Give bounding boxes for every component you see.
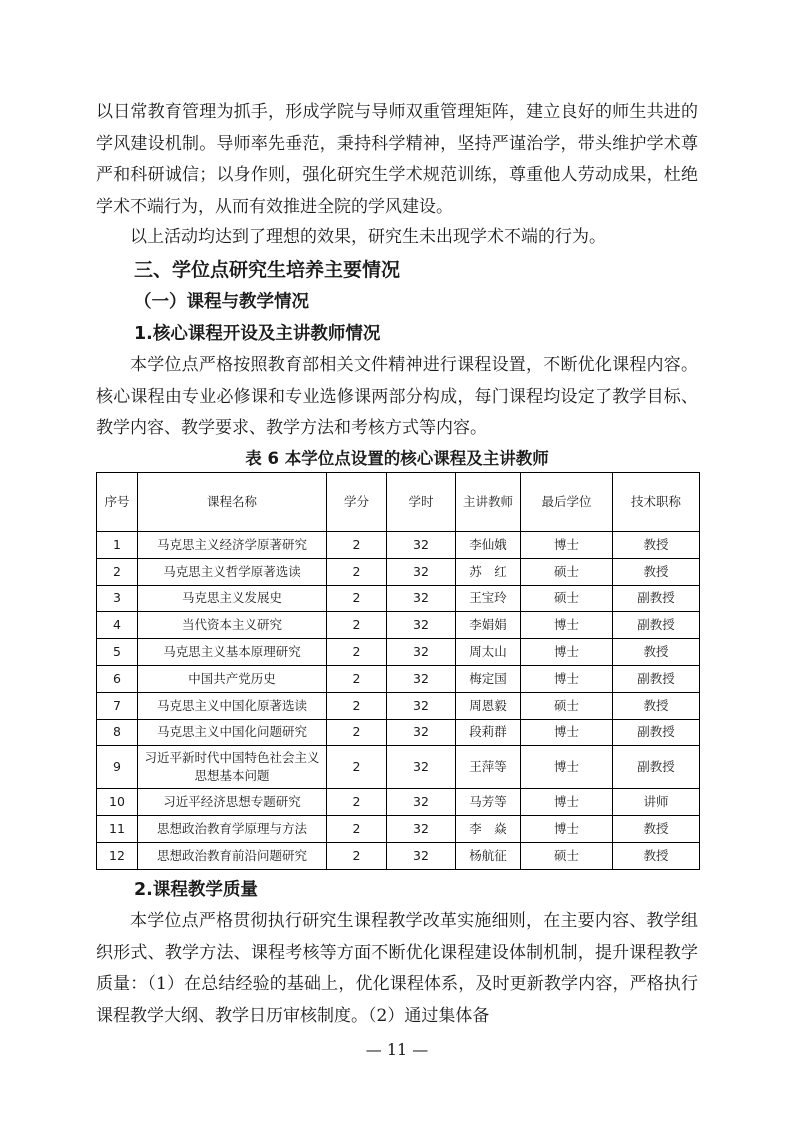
paragraph-activity-result: 以上活动均达到了理想的效果，研究生未出现学术不端的行为。 bbox=[130, 227, 606, 247]
cell-credits: 2 bbox=[327, 789, 387, 816]
cell-course-name: 马克思主义中国化原著选读 bbox=[138, 692, 327, 719]
cell-lecturer: 周太山 bbox=[456, 639, 521, 666]
table-row bbox=[97, 789, 700, 816]
cell-degree: 硕士 bbox=[521, 842, 613, 869]
subsection-heading-courses: （一）课程与教学情况 bbox=[134, 292, 309, 312]
cell-title: 讲师 bbox=[613, 789, 700, 816]
cell-lecturer: 李 焱 bbox=[456, 816, 521, 843]
cell-hours: 32 bbox=[387, 612, 456, 639]
cell-course-name: 习近平经济思想专题研究 bbox=[138, 789, 327, 816]
paragraph-teaching-quality: 本学位点严格贯彻执行研究生课程教学改革实施细则，在主要内容、教学组织形式、教学方法、课程考核等方面不断优化课程建设体制机制，提升课程教学质量：（1）在总结经验的基础上，优化课程体系，及时更新教学内容，严格执行课程教学大纲、教学日历审核制度。（2）通过集体备 bbox=[96, 911, 698, 1026]
table-row bbox=[97, 746, 700, 789]
cell-hours: 32 bbox=[387, 789, 456, 816]
cell-title: 副教授 bbox=[613, 612, 700, 639]
table-row bbox=[97, 585, 700, 612]
cell-course-name: 当代资本主义研究 bbox=[138, 612, 327, 639]
header-title: 技术职称 bbox=[613, 473, 700, 532]
cell-lecturer: 苏 红 bbox=[456, 558, 521, 585]
cell-title: 教授 bbox=[613, 816, 700, 843]
header-course-name: 课程名称 bbox=[138, 473, 327, 532]
header-index: 序号 bbox=[97, 473, 138, 532]
paragraph-course-setting: 本学位点严格按照教育部相关文件精神进行课程设置，不断优化课程内容。核心课程由专业必修课和专业选修课两部分构成，每门课程均设定了教学目标、教学内容、教学要求、教学方法和考核方式等内容。 bbox=[96, 355, 698, 438]
cell-credits: 2 bbox=[327, 692, 387, 719]
cell-credits: 2 bbox=[327, 532, 387, 559]
cell-lecturer: 周恩毅 bbox=[456, 692, 521, 719]
cell-title: 教授 bbox=[613, 532, 700, 559]
cell-course-name: 马克思主义哲学原著选读 bbox=[138, 558, 327, 585]
cell-hours: 32 bbox=[387, 746, 456, 789]
cell-hours: 32 bbox=[387, 639, 456, 666]
cell-course-name: 马克思主义发展史 bbox=[138, 585, 327, 612]
cell-course-name: 思想政治教育学原理与方法 bbox=[138, 816, 327, 843]
section-heading-3: 三、学位点研究生培养主要情况 bbox=[134, 259, 401, 281]
cell-hours: 32 bbox=[387, 692, 456, 719]
cell-course-name: 马克思主义中国化问题研究 bbox=[138, 719, 327, 746]
cell-index: 2 bbox=[97, 558, 138, 585]
cell-title: 副教授 bbox=[613, 746, 700, 789]
cell-index: 6 bbox=[97, 665, 138, 692]
table-row bbox=[97, 532, 700, 559]
cell-hours: 32 bbox=[387, 585, 456, 612]
cell-title: 副教授 bbox=[613, 665, 700, 692]
cell-course-name: 习近平新时代中国特色社会主义思想基本问题 bbox=[138, 746, 327, 789]
cell-lecturer: 王宝玲 bbox=[456, 585, 521, 612]
cell-lecturer: 李仙娥 bbox=[456, 532, 521, 559]
header-hours: 学时 bbox=[387, 473, 456, 532]
cell-lecturer: 马芳等 bbox=[456, 789, 521, 816]
cell-degree: 博士 bbox=[521, 719, 613, 746]
cell-credits: 2 bbox=[327, 719, 387, 746]
page-number: — 11 — bbox=[365, 1040, 429, 1059]
cell-degree: 硕士 bbox=[521, 558, 613, 585]
cell-degree: 博士 bbox=[521, 532, 613, 559]
cell-lecturer: 李娟娟 bbox=[456, 612, 521, 639]
cell-hours: 32 bbox=[387, 842, 456, 869]
cell-index: 10 bbox=[97, 789, 138, 816]
cell-degree: 博士 bbox=[521, 665, 613, 692]
cell-degree: 博士 bbox=[521, 612, 613, 639]
cell-credits: 2 bbox=[327, 665, 387, 692]
cell-title: 教授 bbox=[613, 639, 700, 666]
cell-degree: 博士 bbox=[521, 639, 613, 666]
cell-degree: 硕士 bbox=[521, 585, 613, 612]
table-row bbox=[97, 612, 700, 639]
cell-degree: 博士 bbox=[521, 816, 613, 843]
table-row bbox=[97, 665, 700, 692]
cell-lecturer: 杨航征 bbox=[456, 842, 521, 869]
cell-course-name: 中国共产党历史 bbox=[138, 665, 327, 692]
table-row bbox=[97, 842, 700, 869]
cell-credits: 2 bbox=[327, 558, 387, 585]
cell-title: 教授 bbox=[613, 842, 700, 869]
table-row bbox=[97, 719, 700, 746]
cell-hours: 32 bbox=[387, 558, 456, 585]
cell-course-name: 马克思主义经济学原著研究 bbox=[138, 532, 327, 559]
cell-course-name: 马克思主义基本原理研究 bbox=[138, 639, 327, 666]
table-caption: 表 6 本学位点设置的核心课程及主讲教师 bbox=[245, 449, 549, 468]
cell-credits: 2 bbox=[327, 746, 387, 789]
cell-index: 1 bbox=[97, 532, 138, 559]
cell-lecturer: 段莉群 bbox=[456, 719, 521, 746]
cell-index: 8 bbox=[97, 719, 138, 746]
cell-degree: 博士 bbox=[521, 789, 613, 816]
cell-hours: 32 bbox=[387, 719, 456, 746]
header-credits: 学分 bbox=[327, 473, 387, 532]
cell-index: 3 bbox=[97, 585, 138, 612]
header-degree: 最后学位 bbox=[521, 473, 613, 532]
cell-title: 副教授 bbox=[613, 585, 700, 612]
paragraph-study-style: 以日常教育管理为抓手，形成学院与导师双重管理矩阵，建立良好的师生共进的学风建设机制。导师率先垂范，秉持科学精神，坚持严谨治学，带头维护学术尊严和科研诚信；以身作则，强化研究生学术规范训练，尊重他人劳动成果，杜绝学术不端行为，从而有效推进全院的学风建设。 bbox=[96, 102, 698, 217]
cell-degree: 硕士 bbox=[521, 692, 613, 719]
table-row bbox=[97, 692, 700, 719]
cell-index: 7 bbox=[97, 692, 138, 719]
cell-degree: 博士 bbox=[521, 746, 613, 789]
cell-index: 4 bbox=[97, 612, 138, 639]
table-row bbox=[97, 558, 700, 585]
cell-hours: 32 bbox=[387, 665, 456, 692]
cell-lecturer: 王萍等 bbox=[456, 746, 521, 789]
cell-hours: 32 bbox=[387, 816, 456, 843]
cell-credits: 2 bbox=[327, 816, 387, 843]
cell-index: 12 bbox=[97, 842, 138, 869]
cell-credits: 2 bbox=[327, 639, 387, 666]
subheading-teaching-quality: 2.课程教学质量 bbox=[134, 880, 258, 900]
cell-title: 教授 bbox=[613, 558, 700, 585]
header-lecturer: 主讲教师 bbox=[456, 473, 521, 532]
cell-credits: 2 bbox=[327, 585, 387, 612]
cell-hours: 32 bbox=[387, 532, 456, 559]
table-row bbox=[97, 816, 700, 843]
cell-index: 11 bbox=[97, 816, 138, 843]
cell-course-name: 思想政治教育前沿问题研究 bbox=[138, 842, 327, 869]
cell-index: 9 bbox=[97, 746, 138, 789]
subheading-core-courses: 1.核心课程开设及主讲教师情况 bbox=[134, 324, 381, 344]
cell-title: 副教授 bbox=[613, 719, 700, 746]
core-course-table bbox=[96, 472, 700, 870]
cell-credits: 2 bbox=[327, 842, 387, 869]
table-header-row bbox=[97, 473, 700, 532]
cell-credits: 2 bbox=[327, 612, 387, 639]
cell-index: 5 bbox=[97, 639, 138, 666]
cell-title: 教授 bbox=[613, 692, 700, 719]
cell-lecturer: 梅定国 bbox=[456, 665, 521, 692]
table-row bbox=[97, 639, 700, 666]
